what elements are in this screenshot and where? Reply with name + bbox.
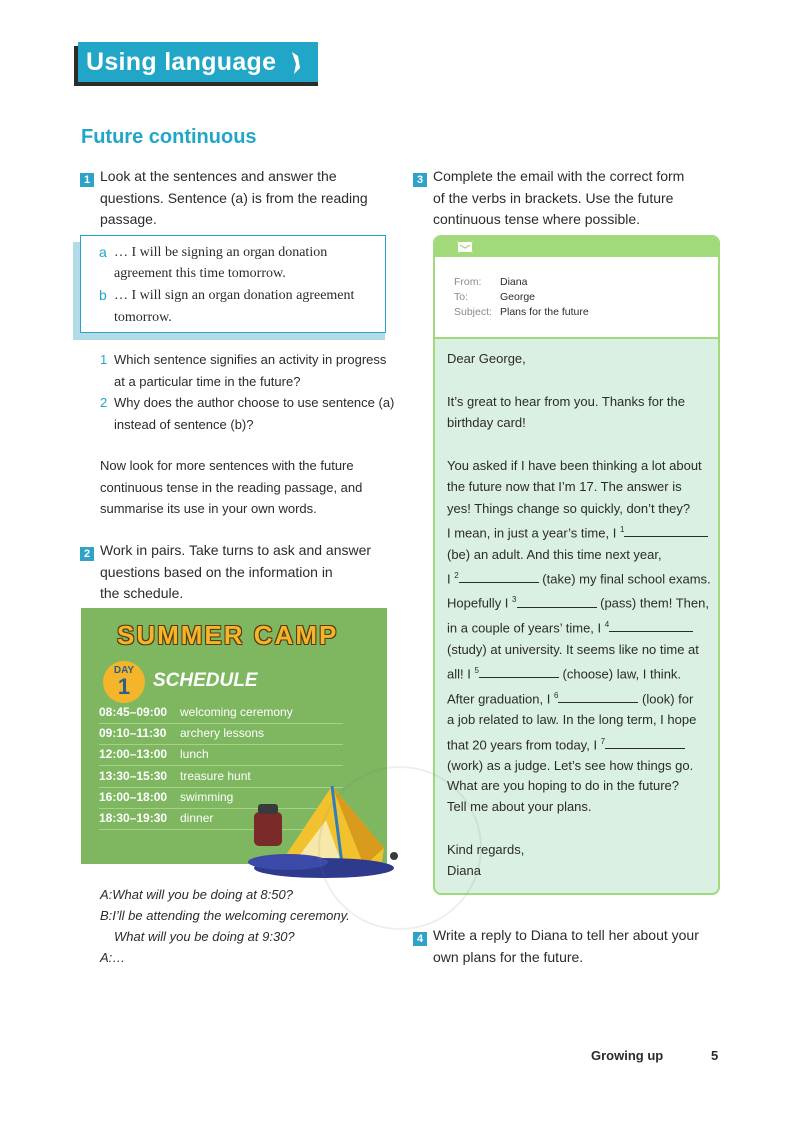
dialog-line-3: What will you be doing at 9:30? [114,929,295,944]
example-b-line-2: tomorrow. [114,310,172,325]
blank-7[interactable] [605,735,685,749]
example-a-line-1: … I will be signing an organ donation [114,245,328,260]
schedule-row: 12:00–13:00 lunch [99,744,343,766]
example-letter-a: a [99,244,107,260]
schedule-title: SCHEDULE [153,670,258,691]
schedule-row: 16:00–18:00 swimming [99,787,343,809]
footer-unit-title: Growing up [591,1048,664,1063]
example-box [80,235,386,333]
email-card [433,235,720,895]
question-1: 1 Which sentence signifies an activity in progress at a particular time in the future? [100,352,387,389]
blank-6[interactable] [558,689,638,703]
exercise-2-number: 2 [80,547,94,561]
schedule-row: 08:45–09:00 welcoming ceremony [99,702,343,724]
email-to: George [500,291,536,303]
email-paragraph-2: You asked if I have been thinking a lot about the future now that I’m 17. The answer is yes! Things change so quickly, don’t they? I mean, in just a year’s time, I $^1$ (be) an adult. And this time next year, I $^2$ (take) my final school exams. Hopefully I $^3$ (pass) them! Then, in a couple of years’ time, I $^4$ (study) at university. It seems like no time at all! I $^5$ (choose) law, I think. After graduation, I $^6$ (look) for a job related to law. In the long term, I hope that 20 years from today, I $^7$ (work) as a judge. Let’s see how things go. [447,458,711,774]
question-2: 2 Why does the author choose to use sentence (a) instead of sentence (b)? [100,395,395,432]
exercise-3-instruction: Complete the email with the correct form of the verbs in brackets. Use the future continuous tense where possible. [433,168,685,227]
page-header-title: Using language [78,42,318,82]
header-marker-icon [286,50,306,76]
email-greeting: Dear George, [447,351,526,366]
exercise-1-followup: Now look for more sentences with the future continuous tense in the reading passage, and summarise its use in your own words. [100,458,363,516]
example-letter-b: b [99,287,107,303]
email-subject-label: Subject: [454,306,492,318]
blank-1[interactable] [624,523,708,537]
camp-title: SUMMER CAMP [117,620,339,650]
dialog-line-1: A:What will you be doing at 8:50? [100,887,293,902]
dialog-line-2: B:I’ll be attending the welcoming ceremony. [100,908,350,923]
email-topbar [435,237,718,257]
email-to-label: To: [454,291,469,303]
day-badge: DAY 1 [103,661,145,703]
dialog-line-4: A:… [100,950,126,965]
exercise-3-number: 3 [413,173,427,187]
blank-3[interactable] [517,594,597,608]
exercise-4-instruction: Write a reply to Diana to tell her about your own plans for the future. [433,927,699,965]
section-title: Future continuous [81,126,257,148]
email-subject: Plans for the future [500,306,589,318]
blank-2[interactable] [459,569,539,583]
schedule-row: 09:10–11:30 archery lessons [99,723,343,745]
schedule-row: 13:30–15:30 treasure hunt [99,766,343,788]
envelope-icon [457,241,473,253]
schedule-row: 18:30–19:30 dinner [99,808,343,830]
email-paragraph-3: What are you hoping to do in the future? Tell me about your plans. [447,778,679,815]
blank-4[interactable] [609,618,693,632]
watermark-stamp [318,766,482,930]
email-paragraph-1: It’s great to hear from you. Thanks for the birthday card! [447,394,685,431]
email-header [435,257,718,339]
email-from: Diana [500,276,528,288]
page-number: 5 [711,1048,719,1063]
exercise-1-instruction: Look at the sentences and answer the questions. Sentence (a) is from the reading passage. [100,168,368,227]
example-a-line-2: agreement this time tomorrow. [114,266,286,281]
blank-5[interactable] [479,664,559,678]
example-b-line-1: … I will sign an organ donation agreement [114,288,355,303]
exercise-4-number: 4 [413,932,427,946]
email-from-label: From: [454,276,482,288]
exercise-2-instruction: Work in pairs. Take turns to ask and answer questions based on the information in the schedule. [100,542,372,601]
email-closing: Kind regards, Diana [447,842,525,879]
exercise-1-number: 1 [80,173,94,187]
